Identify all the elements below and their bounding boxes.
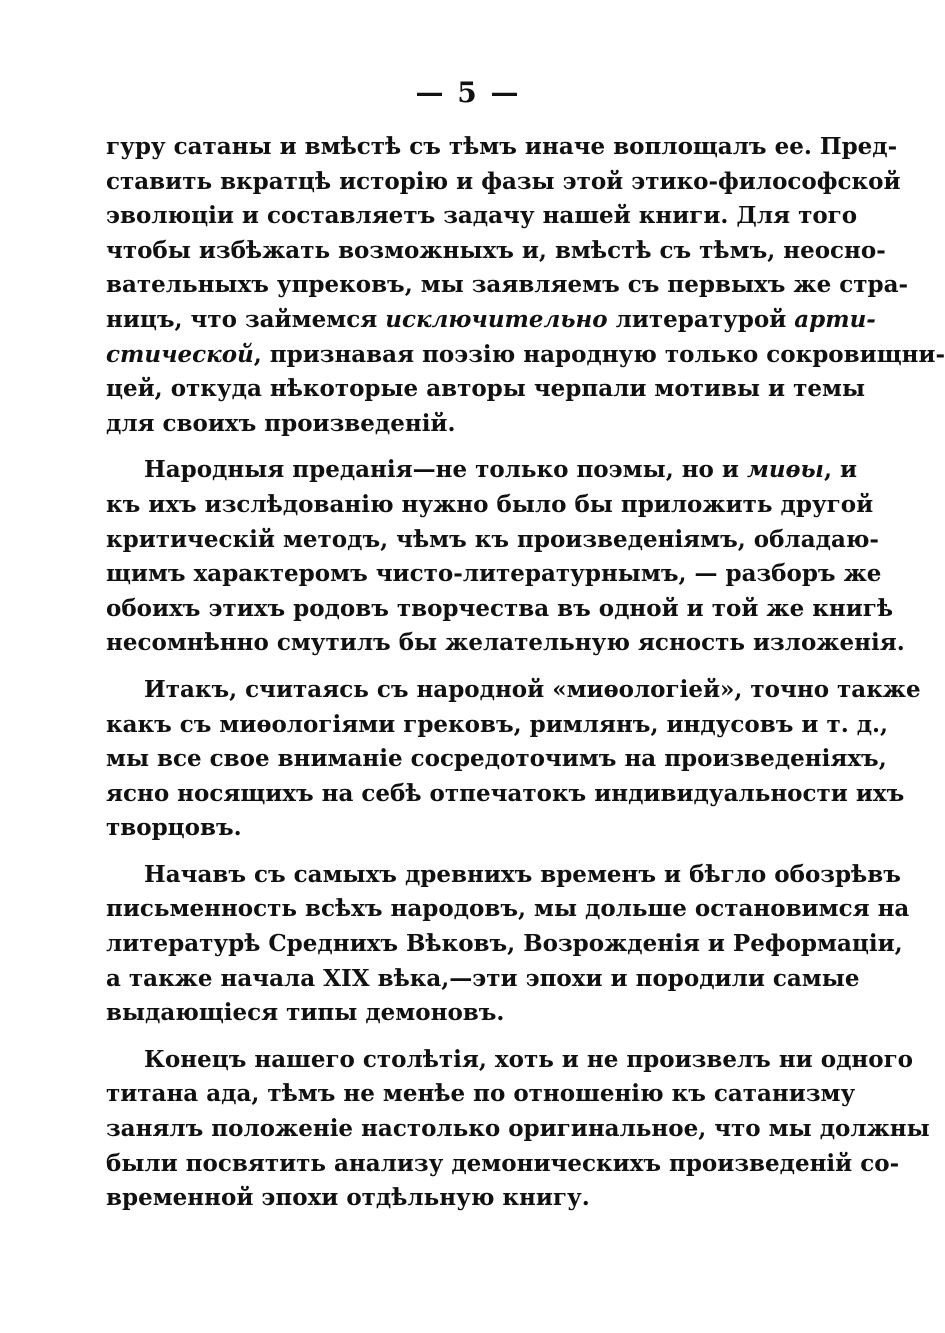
- text-line: [106, 858, 901, 893]
- text-span: литературой: [607, 305, 795, 333]
- text-line: [106, 1181, 814, 1216]
- text-span: вательныхъ упрековъ, мы заявляемъ съ первыхъ же стра-: [106, 271, 909, 299]
- text-line: [106, 592, 894, 627]
- text-span: Начавъ съ самыхъ древнихъ временъ и бѣгло обозрѣвъ: [144, 860, 901, 888]
- text-span: для своихъ произведеній.: [106, 409, 456, 437]
- page-number: — 5 —: [415, 76, 521, 109]
- text-line: [106, 811, 814, 846]
- text-span: Конецъ нашего столѣтія, хоть и не произвелъ ни одного: [144, 1045, 914, 1073]
- text-line: [106, 407, 814, 442]
- text-span: Итакъ, считаясь съ народной «миѳологіей», точно также: [144, 675, 921, 703]
- text-line: [106, 372, 866, 407]
- text-span: ставить вкратцѣ исторію и фазы этой этико-философской: [106, 167, 901, 195]
- text-span: творцовъ.: [106, 814, 242, 842]
- body-text: [106, 130, 945, 1216]
- italic-text-span: стической: [106, 340, 254, 368]
- text-span: эволюціи и составляетъ задачу нашей книги. Для того: [106, 202, 858, 230]
- paragraph: [106, 130, 945, 441]
- text-line: [106, 673, 921, 708]
- text-span: цей, откуда нѣкоторые авторы черпали мотивы и темы: [106, 375, 866, 403]
- text-span: щимъ характеромъ чисто-литературнымъ, — разборъ же: [106, 560, 882, 588]
- text-line: [106, 1112, 930, 1147]
- text-span: чтобы избѣжать возможныхъ и, вмѣстѣ съ тѣмъ, неосно-: [106, 236, 886, 264]
- text-line: [106, 453, 858, 488]
- italic-text-span: исключительно: [385, 305, 608, 333]
- text-line: [106, 199, 858, 234]
- text-line: [106, 303, 876, 338]
- text-span: какъ съ миѳологіями грековъ, римлянъ, индусовъ и т. д.,: [106, 710, 889, 738]
- text-span: временной эпохи отдѣльную книгу.: [106, 1184, 590, 1212]
- text-line: [106, 996, 814, 1031]
- text-span: , признавая поэзію народную только сокровищни-: [253, 340, 945, 368]
- paragraph-gap: [106, 1031, 814, 1043]
- paragraph: [106, 858, 910, 1031]
- text-span: , и: [823, 456, 858, 484]
- text-line: [106, 130, 898, 165]
- text-span: обоихъ этихъ родовъ творчества въ одной и той же книгѣ: [106, 594, 894, 622]
- text-line: [106, 165, 901, 200]
- text-line: [106, 557, 882, 592]
- text-line: [106, 777, 905, 812]
- text-span: письменность всѣхъ народовъ, мы дольше остановимся на: [106, 895, 910, 923]
- text-line: [106, 962, 860, 997]
- text-span: гуру сатаны и вмѣстѣ съ тѣмъ иначе воплощалъ ее. Пред-: [106, 133, 898, 160]
- text-span: мы все свое вниманіе сосредоточимъ на произведеніяхъ,: [106, 745, 887, 773]
- text-span: были посвятить анализу демоническихъ произведеній со-: [106, 1149, 900, 1177]
- text-line: [106, 1077, 856, 1112]
- text-span: Народныя преданія—не только поэмы, но и: [144, 456, 747, 484]
- italic-text-span: миѳы: [746, 456, 824, 484]
- text-span: ясно носящихъ на себѣ отпечатокъ индивидуальности ихъ: [106, 779, 905, 807]
- text-line: [106, 892, 910, 927]
- text-span: критическій методъ, чѣмъ къ произведеніямъ, обладаю-: [106, 525, 879, 553]
- text-span: литературѣ Среднихъ Вѣковъ, Возрожденія и Реформаціи,: [106, 930, 903, 958]
- text-line: [106, 234, 886, 269]
- text-line: [106, 742, 887, 777]
- text-span: а также начала XIX вѣка,—эти эпохи и породили самые: [106, 964, 860, 992]
- text-line: [106, 338, 945, 373]
- paragraph: [106, 673, 921, 846]
- text-span: занялъ положеніе настолько оригинальное, что мы должны: [106, 1115, 930, 1143]
- text-line: [106, 488, 874, 523]
- text-span: выдающіеся типы демоновъ.: [106, 999, 505, 1027]
- paragraph-gap: [106, 661, 814, 673]
- text-line: [106, 1043, 914, 1078]
- text-line: [106, 1147, 900, 1182]
- text-span: ницъ, что займемся: [106, 305, 386, 333]
- italic-text-span: арти-: [794, 305, 876, 333]
- text-line: [106, 927, 903, 962]
- text-line: [106, 268, 909, 303]
- text-line: [106, 708, 889, 743]
- paragraph: [106, 1043, 930, 1216]
- text-line: [106, 523, 879, 558]
- text-span: къ ихъ изслѣдованію нужно было бы приложить другой: [106, 490, 874, 518]
- paragraph: [106, 453, 905, 661]
- paragraph-gap: [106, 441, 814, 453]
- text-span: титана ада, тѣмъ не менѣе по отношенію къ сатанизму: [106, 1080, 856, 1108]
- text-span: несомнѣнно смутилъ бы желательную ясность изложенія.: [106, 629, 905, 657]
- text-line: [106, 626, 905, 661]
- paragraph-gap: [106, 846, 814, 858]
